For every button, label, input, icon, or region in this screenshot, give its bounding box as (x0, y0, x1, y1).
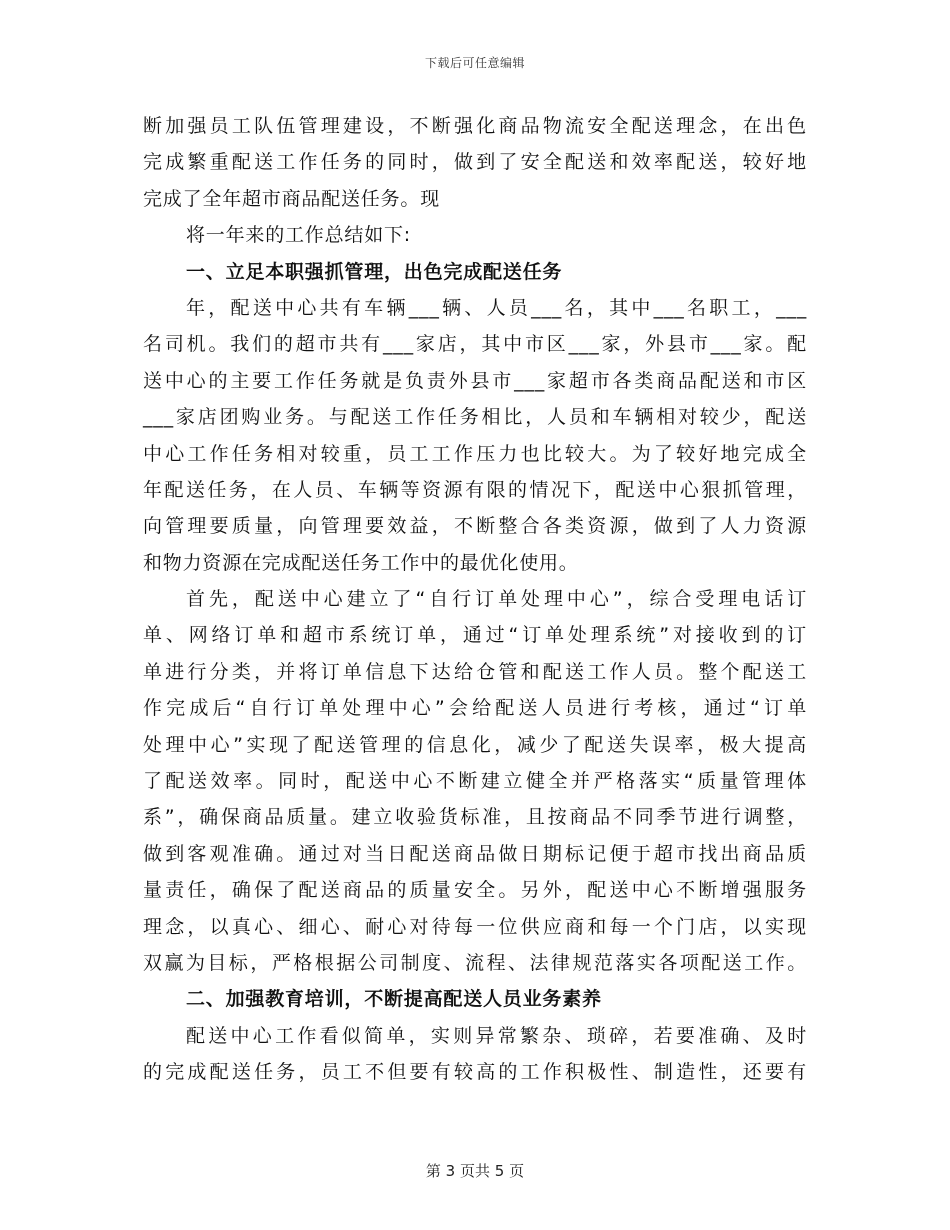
section-heading-2: 二、加强教育培训，不断提高配送人员业务素养 (186, 988, 602, 1011)
body-line: 单、网络订单和超市系统订单，通过“订单处理系统”对接收到的订 (143, 624, 807, 647)
body-line: 和物力资源在完成配送任务工作中的最优化使用。 (143, 551, 579, 574)
body-line: 系”，确保商品质量。建立收验货标准，且按商品不同季节进行调整， (143, 806, 807, 829)
body-line: 送中心的主要工作任务就是负责外县市___家超市各类商品配送和市区 (143, 369, 807, 392)
body-line: 完成了全年超市商品配送任务。现 (143, 187, 441, 210)
body-line: 处理中心”实现了配送管理的信息化，减少了配送失误率，极大提高 (143, 733, 807, 756)
body-line: 量责任，确保了配送商品的质量安全。另外，配送中心不断增强服务 (143, 879, 807, 902)
body-line: 理念，以真心、细心、耐心对待每一位供应商和每一个门店，以实现 (143, 915, 807, 938)
page-number: 第 3 页共 5 页 (425, 1162, 525, 1180)
body-line: 双赢为目标，严格根据公司制度、流程、法律规范落实各项配送工作。 (143, 951, 807, 974)
body-line: 将一年来的工作总结如下: (186, 224, 412, 247)
body-line: 了配送效率。同时，配送中心不断建立健全并严格落实“质量管理体 (143, 770, 807, 793)
page-header-note: 下载后可任意编辑 (424, 56, 525, 70)
body-line: 的完成配送任务，员工不但要有较高的工作积极性、制造性，还要有 (143, 1061, 807, 1084)
body-line: 向管理要质量，向管理要效益，不断整合各类资源，做到了人力资源 (143, 515, 807, 538)
section-heading-1: 一、立足本职强抓管理，出色完成配送任务 (186, 260, 563, 283)
body-line: 做到客观准确。通过对当日配送商品做日期标记便于超市找出商品质 (143, 842, 807, 865)
body-line: 中心工作任务相对较重，员工工作压力也比较大。为了较好地完成全 (143, 442, 807, 465)
body-line: 断加强员工队伍管理建设，不断强化商品物流安全配送理念，在出色 (143, 115, 807, 137)
body-line: 名司机。我们的超市共有___家店，其中市区___家，外县市___家。配 (143, 333, 807, 356)
body-line: 单进行分类，并将订单信息下达给仓管和配送工作人员。整个配送工 (143, 660, 807, 683)
document-body (143, 108, 807, 1091)
body-line: 完成繁重配送工作任务的同时，做到了安全配送和效率配送，较好地 (143, 151, 807, 174)
body-line: 年，配送中心共有车辆___辆、人员___名，其中___名职工，___ (186, 296, 807, 319)
body-line: 配送中心工作看似简单，实则异常繁杂、琐碎，若要准确、及时 (186, 1024, 807, 1047)
body-line: ___家店团购业务。与配送工作任务相比，人员和车辆相对较少，配送 (143, 406, 807, 429)
body-line: 年配送任务，在人员、车辆等资源有限的情况下，配送中心狠抓管理， (143, 478, 807, 501)
body-line: 首先，配送中心建立了“自行订单处理中心”，综合受理电话订 (186, 588, 807, 611)
body-line: 作完成后“自行订单处理中心”会给配送人员进行考核，通过“订单 (143, 697, 807, 720)
